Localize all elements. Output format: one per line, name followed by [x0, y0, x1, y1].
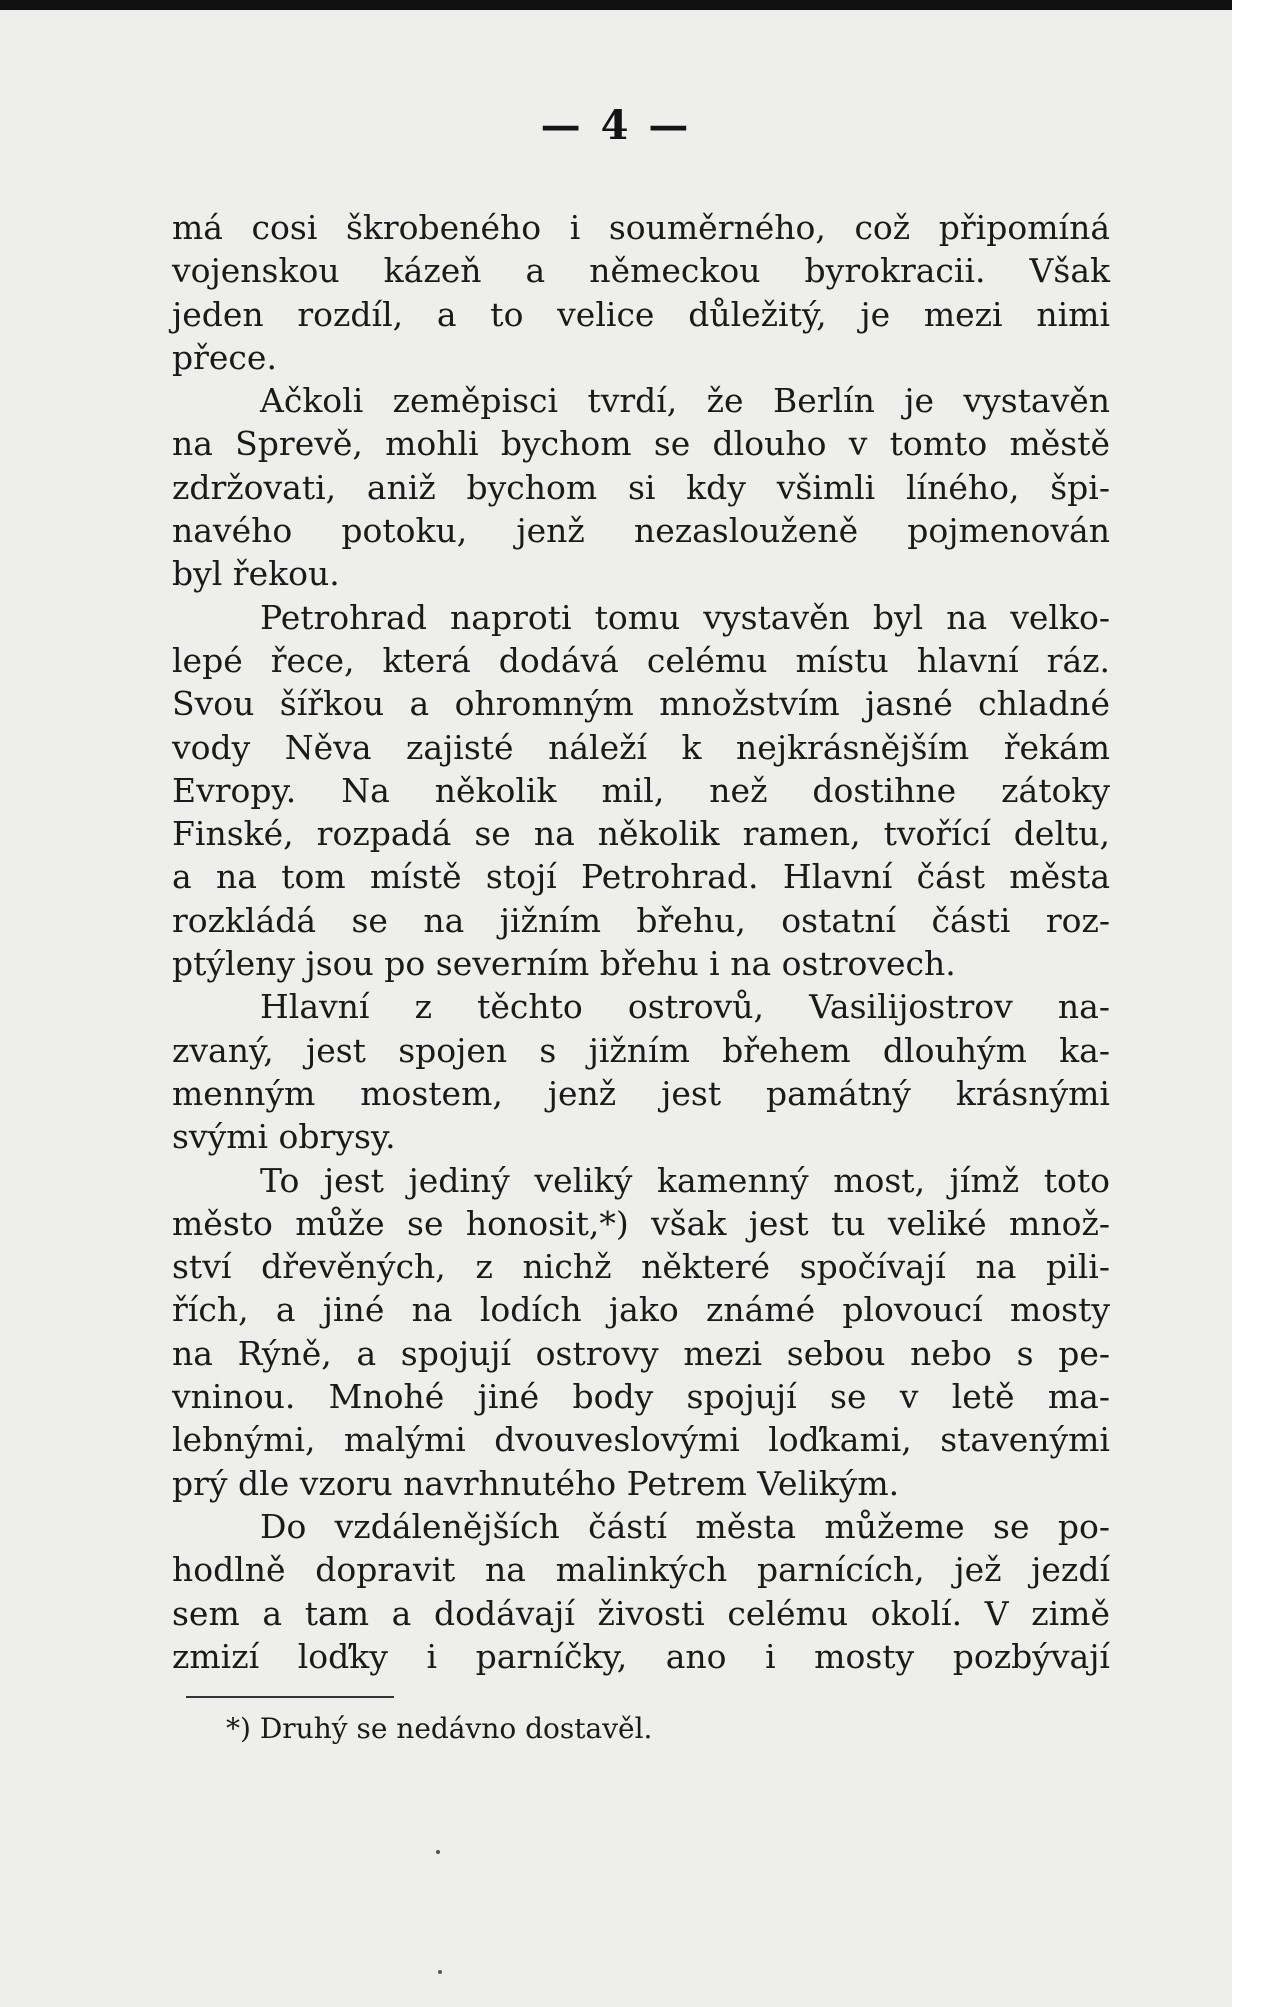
text-line: lebnými, malými dvouveslovými loďkami, stavenými — [172, 1420, 1110, 1460]
text-line: řích, a jiné na lodích jako známé plovoucí mosty — [172, 1290, 1110, 1330]
print-speck — [438, 1970, 442, 1974]
text-line: má cosi škrobeného i souměrného, což připomíná — [172, 208, 1110, 247]
text-line: zmizí loďky i parníčky, ano i mosty pozbývají — [172, 1636, 1110, 1676]
text-line: Hlavní z těchto ostrovů, Vasilijostrov na- — [260, 987, 1110, 1027]
text-line: Do vzdálenějších částí města můžeme se po- — [260, 1506, 1110, 1546]
text-line: jeden rozdíl, a to velice důležitý, je mezi nimi — [172, 294, 1110, 334]
text-line: To jest jediný veliký kamenný most, jímž toto — [260, 1160, 1110, 1200]
text-line: na Sprevě, mohli bychom se dlouho v tomto městě — [172, 424, 1110, 464]
page-number: — 4 — — [540, 102, 692, 149]
scan-margin — [1232, 0, 1272, 2007]
text-line: svými obrysy. — [172, 1117, 396, 1157]
text-line: zvaný, jest spojen s jižním břehem dlouhým ka- — [172, 1030, 1110, 1070]
text-line: ptýleny jsou po severním břehu i na ostrovech. — [172, 944, 956, 984]
text-line: hodlně dopravit na malinkých parnících, jež jezdí — [172, 1550, 1110, 1590]
body-text — [172, 206, 1110, 1678]
text-line: vninou. Mnohé jiné body spojují se v letě ma- — [172, 1377, 1110, 1417]
text-line: Ačkoli zeměpisci tvrdí, že Berlín je vystavěn — [260, 381, 1110, 421]
text-line: město může se honosit,*) však jest tu veliké množ- — [172, 1203, 1110, 1243]
text-line: rozkládá se na jižním břehu, ostatní části roz- — [172, 900, 1110, 940]
footnote-rule — [186, 1696, 394, 1698]
text-line: sem a tam a dodávají živosti celému okolí. V zimě — [172, 1593, 1110, 1633]
text-line: Svou šířkou a ohromným množstvím jasné chladné — [172, 684, 1110, 724]
text-line: navého potoku, jenž nezaslouženě pojmenován — [172, 511, 1110, 551]
text-line: vojenskou kázeň a německou byrokracii. Však — [172, 251, 1110, 291]
text-line: Evropy. Na několik mil, než dostihne zátoky — [172, 770, 1110, 810]
text-line: přece. — [172, 337, 277, 377]
text-line: zdržovati, aniž bychom si kdy všimli líného, špi- — [172, 467, 1110, 507]
text-line: Petrohrad naproti tomu vystavěn byl na velko- — [260, 597, 1110, 637]
text-line: byl řekou. — [172, 554, 340, 594]
text-line: a na tom místě stojí Petrohrad. Hlavní část města — [172, 857, 1110, 897]
text-line: vody Něva zajisté náleží k nejkrásnějším řekám — [172, 727, 1110, 767]
text-line: na Rýně, a spojují ostrovy mezi sebou nebo s pe- — [172, 1333, 1110, 1373]
text-line: Finské, rozpadá se na několik ramen, tvořící deltu, — [172, 814, 1110, 854]
text-line: menným mostem, jenž jest památný krásnými — [172, 1073, 1110, 1113]
text-line: prý dle vzoru navrhnutého Petrem Velikým. — [172, 1463, 900, 1503]
text-line: ství dřevěných, z nichž některé spočívají na pili- — [172, 1247, 1110, 1287]
footnote: *) Druhý se nedávno dostavěl. — [226, 1712, 653, 1745]
text-line: lepé řece, která dodává celému místu hlavní ráz. — [172, 640, 1110, 680]
print-speck — [436, 1850, 440, 1854]
